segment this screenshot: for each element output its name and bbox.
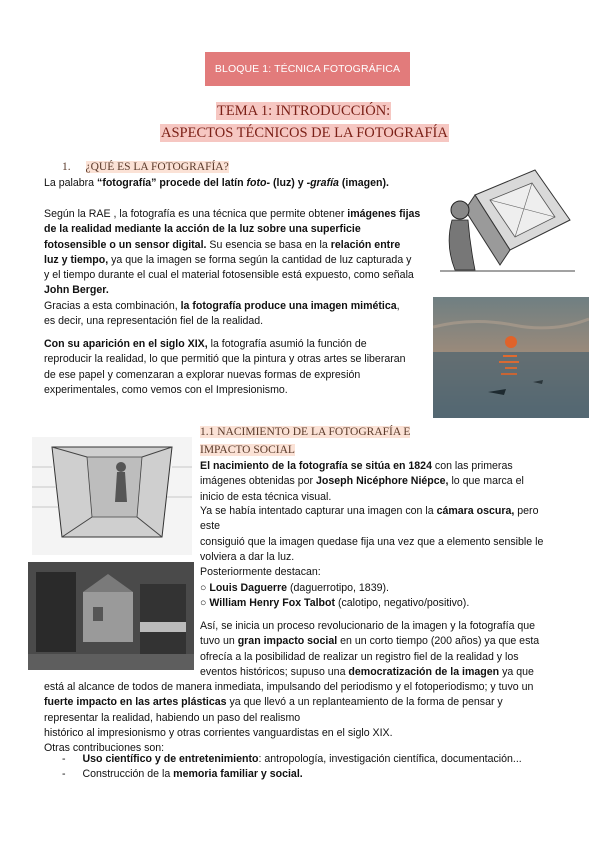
camera-obscura-engraving	[440, 165, 575, 277]
camara-paragraph: Ya se había intentado capturar una imagen con la cámara oscura, pero este consiguió que la imagen quedase fija una vez que a elemento sensible le volviera a dar la luz.	[200, 505, 544, 563]
gracias-paragraph: Gracias a esta combinación, la fotografía produce una imagen mimética, es decir, una representación fiel de la realidad.	[44, 300, 400, 328]
pioneer-daguerre: ○ Louis Daguerre (daguerrotipo, 1839).	[200, 582, 389, 594]
bullet-dash: -	[62, 768, 66, 781]
list-item: - Uso científico y de entretenimiento: antropología, investigación científica, documentación...	[62, 753, 522, 765]
impacto-paragraph-bottom: está al alcance de todos de manera inmediata, impulsando del periodismo y el fotoperiodismo; y tuvo un fuerte impacto en las artes plásticas ya que llevó a un replanteamiento de la forma de pensar y representar la realidad, habiendo un paso del realismo histórico al impresionismo y otras corrientes vanguardistas en el siglo XIX. Otras contribuciones son:	[44, 681, 534, 755]
camera-obscura-room-engraving	[32, 437, 192, 555]
posterior-line: Posteriormente destacan:	[200, 566, 321, 578]
block-banner	[205, 52, 410, 86]
impressionism-painting	[433, 297, 589, 418]
pioneer-talbot: ○ William Henry Fox Talbot (calotipo, negativo/positivo).	[200, 597, 470, 610]
impacto-paragraph-top: Así, se inicia un proceso revolucionario de la imagen y la fotografía que tuvo un gran impacto social en un corto tiempo (200 años) ya que esta ofrecía a la posibilidad de realizar un registro fiel de la realidad y los eventos históricos; supuso una democratización de la imagen ya que	[200, 620, 540, 678]
contributions-list	[62, 752, 522, 783]
section1-heading-text: ¿QUÉ ES LA FOTOGRAFÍA?	[85, 161, 229, 173]
nacimiento-paragraph: El nacimiento de la fotografía se sitúa en 1824 con las primeras imágenes obtenidas por Joseph Nicéphore Niépce, lo que marca el inicio de esta técnica visual.	[200, 460, 524, 503]
section1-number: 1.	[62, 161, 71, 173]
section11-heading-line1: 1.1 NACIMIENTO DE LA FOTOGRAFÍA E	[200, 426, 411, 438]
list-item: - Construcción de la memoria familiar y social.	[62, 768, 303, 781]
bullet-dash: -	[62, 753, 66, 765]
siglo-paragraph: Con su aparición en el siglo XIX, la fotografía asumió la función de reproducir la realidad, lo que permitió que la pintura y otras artes se liberaran de ese papel y comenzaran a explorar nuevas formas de expresión experimentales, como vemos con el Impresionismo.	[44, 338, 406, 396]
etymology-line: La palabra “fotografía” procede del latín foto- (luz) y -grafía (imagen).	[44, 177, 389, 189]
block-banner-text: BLOQUE 1: TÉCNICA FOTOGRÁFICA	[214, 63, 401, 75]
rae-paragraph: Según la RAE , la fotografía es una técnica que permite obtener imágenes fijas de la realidad mediante la acción de la luz sobre una superficie fotosensible o un sensor digital. Su esencia se basa en la relación entre luz y tiempo, ya que la imagen se forma según la cantidad de luz capturada y y el tiempo durante el cual el material fotosensible está expuesto, como señala John Berger.	[44, 208, 421, 297]
title-line-2: ASPECTOS TÉCNICOS DE LA FOTOGRAFÍA	[161, 125, 448, 141]
niepce-first-photograph	[28, 562, 194, 670]
pioneers-list	[200, 581, 469, 612]
title-line-1: TEMA 1: INTRODUCCIÓN:	[217, 103, 391, 119]
section11-heading	[200, 425, 410, 458]
section1-heading	[62, 160, 229, 175]
section11-heading-line2: IMPACTO SOCIAL	[200, 444, 295, 456]
